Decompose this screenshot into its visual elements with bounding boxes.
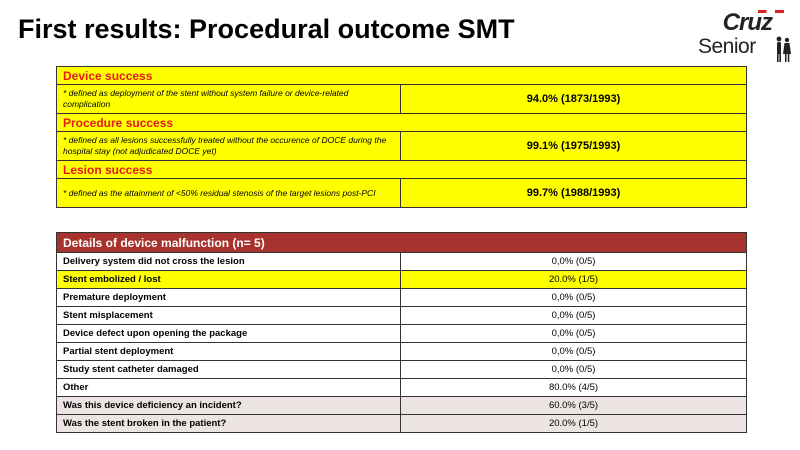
table-row — [57, 271, 747, 289]
elderly-couple-icon — [774, 36, 792, 62]
row-value: 20.0% (1/5) — [401, 271, 747, 289]
table-row — [57, 415, 747, 433]
outcome-value: 99.7% (1988/1993) — [401, 179, 747, 208]
row-label: Device defect upon opening the package — [57, 325, 401, 343]
row-value: 0,0% (0/5) — [401, 289, 747, 307]
outcome-row — [57, 132, 747, 161]
outcome-value: 94.0% (1873/1993) — [401, 85, 747, 114]
outcome-heading: Device success — [57, 67, 747, 85]
row-label: Partial stent deployment — [57, 343, 401, 361]
page-title: First results: Procedural outcome SMT — [18, 14, 515, 44]
cruz-senior-logo — [698, 6, 794, 62]
row-value: 0,0% (0/5) — [401, 361, 747, 379]
table-row — [57, 289, 747, 307]
outcome-definition: * defined as deployment of the stent without system failure or device-related complication — [57, 85, 401, 114]
outcome-heading-row — [57, 67, 747, 85]
outcome-row — [57, 179, 747, 208]
row-label: Other — [57, 379, 401, 397]
row-label: Stent embolized / lost — [57, 271, 401, 289]
logo-text-bottom: Senior — [698, 35, 756, 58]
table-row — [57, 361, 747, 379]
row-value: 80.0% (4/5) — [401, 379, 747, 397]
row-value: 0,0% (0/5) — [401, 343, 747, 361]
device-malfunction-table — [56, 232, 747, 433]
outcome-value: 99.1% (1975/1993) — [401, 132, 747, 161]
row-label: Premature deployment — [57, 289, 401, 307]
outcome-definition: * defined as the attainment of <50% residual stenosis of the target lesions post-PCI — [57, 179, 401, 208]
row-label: Study stent catheter damaged — [57, 361, 401, 379]
outcome-heading: Procedure success — [57, 114, 747, 132]
outcome-heading-row — [57, 161, 747, 179]
table-row — [57, 397, 747, 415]
outcome-row — [57, 85, 747, 114]
row-value: 0,0% (0/5) — [401, 253, 747, 271]
table-row — [57, 325, 747, 343]
malfunction-header-row — [57, 233, 747, 253]
outcome-heading-row — [57, 114, 747, 132]
row-label: Was this device deficiency an incident? — [57, 397, 401, 415]
row-label: Stent misplacement — [57, 307, 401, 325]
row-value: 0,0% (0/5) — [401, 325, 747, 343]
row-value: 60.0% (3/5) — [401, 397, 747, 415]
procedural-outcome-table — [56, 66, 747, 208]
logo-text-top: Cruz — [722, 9, 772, 36]
row-label: Delivery system did not cross the lesion — [57, 253, 401, 271]
table-row — [57, 307, 747, 325]
table-row — [57, 253, 747, 271]
table-row — [57, 343, 747, 361]
outcome-heading: Lesion success — [57, 161, 747, 179]
row-value: 20.0% (1/5) — [401, 415, 747, 433]
table-row — [57, 379, 747, 397]
outcome-definition: * defined as all lesions successfully treated without the occurence of DOCE during the hospital stay (not adjudicated DOCE yet) — [57, 132, 401, 161]
row-value: 0,0% (0/5) — [401, 307, 747, 325]
malfunction-heading: Details of device malfunction (n= 5) — [57, 233, 747, 253]
row-label: Was the stent broken in the patient? — [57, 415, 401, 433]
